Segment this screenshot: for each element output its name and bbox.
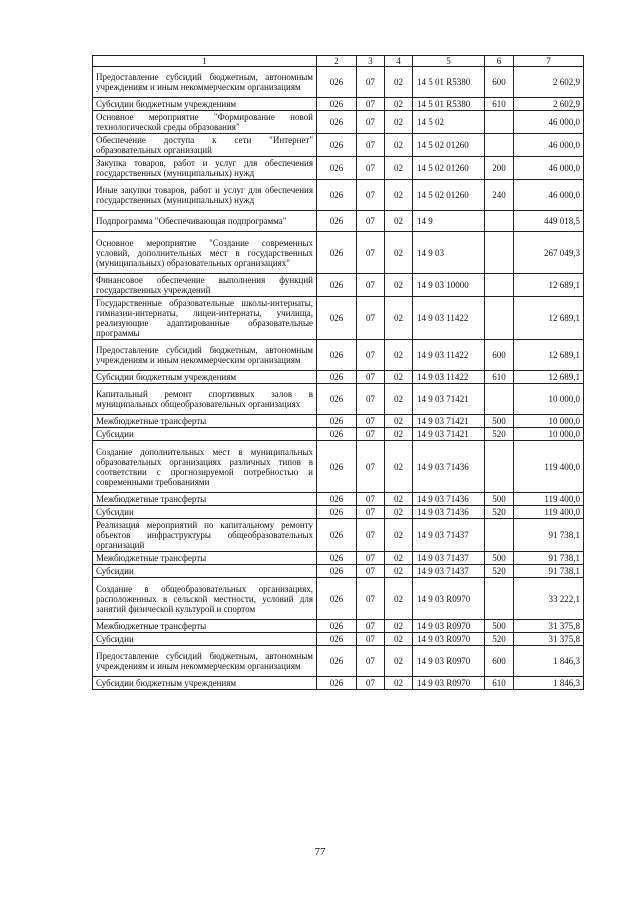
column-header: 2 (317, 56, 357, 67)
table-row (93, 157, 584, 180)
amount-cell: 31 375,8 (514, 633, 584, 646)
row-description-cell: Субсидии бюджетным учреждениям (93, 98, 317, 111)
table-row (93, 232, 584, 274)
expense-type-cell: 610 (485, 98, 514, 111)
table-row (93, 646, 584, 677)
section-code-cell: 07 (357, 646, 385, 677)
section-code-cell: 07 (357, 111, 385, 134)
target-article-cell: 14 5 02 01260 (413, 157, 485, 180)
amount-cell: 1 846,3 (514, 677, 584, 690)
target-article-cell: 14 9 03 71421 (413, 415, 485, 428)
ved-code-cell: 026 (317, 565, 357, 578)
table-row (93, 384, 584, 415)
amount-cell: 46 000,0 (514, 134, 584, 157)
subsection-code-cell: 02 (385, 297, 413, 340)
expense-type-cell (485, 274, 514, 297)
row-description-cell: Иные закупки товаров, работ и услуг для обеспечения государственных (муниципальных) нужд (93, 180, 317, 211)
row-description-cell: Субсидии (93, 506, 317, 519)
subsection-code-cell: 02 (385, 98, 413, 111)
row-description-cell: Государственные образовательные школы-интернаты, гимназии-интернаты, лицеи-интернаты, училища, реализующие адаптированные образовательные программы (93, 297, 317, 340)
row-description-cell: Межбюджетные трансферты (93, 552, 317, 565)
row-description-cell: Субсидии (93, 428, 317, 441)
row-description-cell: Создание дополнительных мест в муниципальных образовательных организациях различных типов в соответствии с прогнозируемой потребностью и современными требованиями (93, 441, 317, 493)
amount-cell: 46 000,0 (514, 111, 584, 134)
subsection-code-cell: 02 (385, 67, 413, 98)
row-description-cell: Финансовое обеспечение выполнения функций государственных учреждений (93, 274, 317, 297)
ved-code-cell: 026 (317, 340, 357, 371)
ved-code-cell: 026 (317, 552, 357, 565)
row-description-cell: Закупка товаров, работ и услуг для обеспечения государственных (муниципальных) нужд (93, 157, 317, 180)
ved-code-cell: 026 (317, 134, 357, 157)
subsection-code-cell: 02 (385, 371, 413, 384)
amount-cell: 119 400,0 (514, 506, 584, 519)
table-row (93, 428, 584, 441)
expense-type-cell (485, 134, 514, 157)
subsection-code-cell: 02 (385, 441, 413, 493)
ved-code-cell: 026 (317, 371, 357, 384)
table-row (93, 111, 584, 134)
expense-type-cell: 520 (485, 633, 514, 646)
expense-type-cell (485, 232, 514, 274)
row-description-cell: Основное мероприятие "Создание современных условий, дополнительных мест в государственных (муниципальных) образовательных организациях" (93, 232, 317, 274)
expense-type-cell: 610 (485, 371, 514, 384)
amount-cell: 91 738,1 (514, 519, 584, 552)
target-article-cell: 14 5 02 (413, 111, 485, 134)
subsection-code-cell: 02 (385, 646, 413, 677)
section-code-cell: 07 (357, 340, 385, 371)
expense-type-cell: 520 (485, 506, 514, 519)
ved-code-cell: 026 (317, 646, 357, 677)
subsection-code-cell: 02 (385, 565, 413, 578)
amount-cell: 31 375,8 (514, 620, 584, 633)
row-description-cell: Субсидии (93, 633, 317, 646)
ved-code-cell: 026 (317, 415, 357, 428)
subsection-code-cell: 02 (385, 111, 413, 134)
expense-type-cell: 500 (485, 552, 514, 565)
table-row (93, 67, 584, 98)
expense-type-cell: 240 (485, 180, 514, 211)
amount-cell: 2 602,9 (514, 67, 584, 98)
table-row (93, 578, 584, 620)
subsection-code-cell: 02 (385, 506, 413, 519)
expense-type-cell: 600 (485, 340, 514, 371)
expense-type-cell: 500 (485, 620, 514, 633)
amount-cell: 119 400,0 (514, 493, 584, 506)
column-header: 6 (485, 56, 514, 67)
amount-cell: 46 000,0 (514, 180, 584, 211)
target-article-cell: 14 9 (413, 211, 485, 232)
table-row (93, 677, 584, 690)
target-article-cell: 14 9 03 R0970 (413, 578, 485, 620)
target-article-cell: 14 9 03 11422 (413, 371, 485, 384)
ved-code-cell: 026 (317, 232, 357, 274)
subsection-code-cell: 02 (385, 274, 413, 297)
row-description-cell: Капитальный ремонт спортивных залов в муниципальных общеобразовательных организациях (93, 384, 317, 415)
row-description-cell: Межбюджетные трансферты (93, 620, 317, 633)
column-header: 7 (514, 56, 584, 67)
column-header: 5 (413, 56, 485, 67)
ved-code-cell: 026 (317, 384, 357, 415)
expense-type-cell (485, 111, 514, 134)
section-code-cell: 07 (357, 506, 385, 519)
subsection-code-cell: 02 (385, 633, 413, 646)
expense-type-cell (485, 297, 514, 340)
ved-code-cell: 026 (317, 180, 357, 211)
target-article-cell: 14 5 02 01260 (413, 180, 485, 211)
section-code-cell: 07 (357, 371, 385, 384)
section-code-cell: 07 (357, 620, 385, 633)
amount-cell: 12 689,1 (514, 274, 584, 297)
section-code-cell: 07 (357, 134, 385, 157)
table-row (93, 633, 584, 646)
subsection-code-cell: 02 (385, 519, 413, 552)
subsection-code-cell: 02 (385, 384, 413, 415)
section-code-cell: 07 (357, 98, 385, 111)
table-row (93, 371, 584, 384)
column-header: 4 (385, 56, 413, 67)
expense-type-cell: 500 (485, 493, 514, 506)
row-description-cell: Обеспечение доступа к сети "Интернет" образовательных организаций (93, 134, 317, 157)
target-article-cell: 14 9 03 10000 (413, 274, 485, 297)
row-description-cell: Подпрограмма "Обеспечивающая подпрограмма" (93, 211, 317, 232)
ved-code-cell: 026 (317, 493, 357, 506)
expense-type-cell (485, 441, 514, 493)
table-row (93, 211, 584, 232)
row-description-cell: Межбюджетные трансферты (93, 493, 317, 506)
amount-cell: 2 602,9 (514, 98, 584, 111)
section-code-cell: 07 (357, 519, 385, 552)
target-article-cell: 14 9 03 71436 (413, 493, 485, 506)
row-description-cell: Межбюджетные трансферты (93, 415, 317, 428)
subsection-code-cell: 02 (385, 415, 413, 428)
ved-code-cell: 026 (317, 428, 357, 441)
row-description-cell: Субсидии (93, 565, 317, 578)
target-article-cell: 14 9 03 R0970 (413, 646, 485, 677)
amount-cell: 10 000,0 (514, 428, 584, 441)
target-article-cell: 14 9 03 71437 (413, 519, 485, 552)
section-code-cell: 07 (357, 157, 385, 180)
section-code-cell: 07 (357, 633, 385, 646)
row-description-cell: Основное мероприятие "Формирование новой технологической среды образования" (93, 111, 317, 134)
expense-type-cell: 600 (485, 646, 514, 677)
ved-code-cell: 026 (317, 297, 357, 340)
row-description-cell: Предоставление субсидий бюджетным, автономным учреждениям и иным некоммерческим организациям (93, 340, 317, 371)
section-code-cell: 07 (357, 180, 385, 211)
expense-type-cell: 200 (485, 157, 514, 180)
section-code-cell: 07 (357, 211, 385, 232)
table-row (93, 180, 584, 211)
table-row (93, 415, 584, 428)
target-article-cell: 14 9 03 71437 (413, 552, 485, 565)
target-article-cell: 14 9 03 71436 (413, 506, 485, 519)
ved-code-cell: 026 (317, 67, 357, 98)
table-header-row (93, 56, 584, 67)
ved-code-cell: 026 (317, 578, 357, 620)
amount-cell: 449 018,5 (514, 211, 584, 232)
subsection-code-cell: 02 (385, 340, 413, 371)
amount-cell: 91 738,1 (514, 565, 584, 578)
section-code-cell: 07 (357, 297, 385, 340)
target-article-cell: 14 9 03 71437 (413, 565, 485, 578)
amount-cell: 33 222,1 (514, 578, 584, 620)
target-article-cell: 14 9 03 11422 (413, 297, 485, 340)
section-code-cell: 07 (357, 552, 385, 565)
target-article-cell: 14 9 03 R0970 (413, 633, 485, 646)
expense-type-cell (485, 211, 514, 232)
subsection-code-cell: 02 (385, 134, 413, 157)
subsection-code-cell: 02 (385, 620, 413, 633)
expense-type-cell: 520 (485, 565, 514, 578)
section-code-cell: 07 (357, 677, 385, 690)
table-row (93, 506, 584, 519)
amount-cell: 10 000,0 (514, 384, 584, 415)
table-row (93, 134, 584, 157)
budget-table-container (92, 55, 583, 690)
ved-code-cell: 026 (317, 677, 357, 690)
section-code-cell: 07 (357, 67, 385, 98)
amount-cell: 267 049,3 (514, 232, 584, 274)
table-row (93, 297, 584, 340)
subsection-code-cell: 02 (385, 232, 413, 274)
page-number: 77 (314, 846, 326, 858)
amount-cell: 46 000,0 (514, 157, 584, 180)
column-header: 3 (357, 56, 385, 67)
row-description-cell: Предоставление субсидий бюджетным, автономным учреждениям и иным некоммерческим организациям (93, 67, 317, 98)
table-row (93, 519, 584, 552)
target-article-cell: 14 9 03 11422 (413, 340, 485, 371)
amount-cell: 119 400,0 (514, 441, 584, 493)
ved-code-cell: 026 (317, 274, 357, 297)
amount-cell: 1 846,3 (514, 646, 584, 677)
ved-code-cell: 026 (317, 620, 357, 633)
target-article-cell: 14 9 03 71436 (413, 441, 485, 493)
expense-type-cell: 610 (485, 677, 514, 690)
table-row (93, 493, 584, 506)
section-code-cell: 07 (357, 428, 385, 441)
table-row (93, 441, 584, 493)
target-article-cell: 14 9 03 (413, 232, 485, 274)
amount-cell: 10 000,0 (514, 415, 584, 428)
target-article-cell: 14 5 02 01260 (413, 134, 485, 157)
expense-type-cell (485, 578, 514, 620)
subsection-code-cell: 02 (385, 157, 413, 180)
subsection-code-cell: 02 (385, 211, 413, 232)
target-article-cell: 14 5 01 R5380 (413, 98, 485, 111)
budget-table (92, 55, 584, 690)
target-article-cell: 14 9 03 71421 (413, 428, 485, 441)
section-code-cell: 07 (357, 565, 385, 578)
section-code-cell: 07 (357, 493, 385, 506)
expense-type-cell: 600 (485, 67, 514, 98)
section-code-cell: 07 (357, 232, 385, 274)
table-row (93, 98, 584, 111)
ved-code-cell: 026 (317, 111, 357, 134)
target-article-cell: 14 5 01 R5380 (413, 67, 485, 98)
amount-cell: 12 689,1 (514, 297, 584, 340)
row-description-cell: Создание в общеобразовательных организациях, расположенных в сельской местности, условий для занятий физической культурой и спортом (93, 578, 317, 620)
ved-code-cell: 026 (317, 98, 357, 111)
subsection-code-cell: 02 (385, 493, 413, 506)
expense-type-cell (485, 384, 514, 415)
table-row (93, 552, 584, 565)
subsection-code-cell: 02 (385, 428, 413, 441)
table-row (93, 340, 584, 371)
section-code-cell: 07 (357, 578, 385, 620)
row-description-cell: Субсидии бюджетным учреждениям (93, 677, 317, 690)
expense-type-cell: 500 (485, 415, 514, 428)
subsection-code-cell: 02 (385, 552, 413, 565)
target-article-cell: 14 9 03 R0970 (413, 620, 485, 633)
ved-code-cell: 026 (317, 211, 357, 232)
target-article-cell: 14 9 03 71421 (413, 384, 485, 415)
ved-code-cell: 026 (317, 519, 357, 552)
ved-code-cell: 026 (317, 633, 357, 646)
section-code-cell: 07 (357, 415, 385, 428)
column-header: 1 (93, 56, 317, 67)
target-article-cell: 14 9 03 R0970 (413, 677, 485, 690)
section-code-cell: 07 (357, 441, 385, 493)
expense-type-cell: 520 (485, 428, 514, 441)
row-description-cell: Субсидии бюджетным учреждениям (93, 371, 317, 384)
table-row (93, 620, 584, 633)
amount-cell: 12 689,1 (514, 371, 584, 384)
amount-cell: 12 689,1 (514, 340, 584, 371)
subsection-code-cell: 02 (385, 677, 413, 690)
table-row (93, 274, 584, 297)
row-description-cell: Предоставление субсидий бюджетным, автономным учреждениям и иным некоммерческим организациям (93, 646, 317, 677)
table-row (93, 565, 584, 578)
section-code-cell: 07 (357, 384, 385, 415)
section-code-cell: 07 (357, 274, 385, 297)
subsection-code-cell: 02 (385, 180, 413, 211)
amount-cell: 91 738,1 (514, 552, 584, 565)
ved-code-cell: 026 (317, 506, 357, 519)
row-description-cell: Реализация мероприятий по капитальному ремонту объектов инфраструктуры общеобразовательных организаций (93, 519, 317, 552)
expense-type-cell (485, 519, 514, 552)
ved-code-cell: 026 (317, 157, 357, 180)
subsection-code-cell: 02 (385, 578, 413, 620)
ved-code-cell: 026 (317, 441, 357, 493)
